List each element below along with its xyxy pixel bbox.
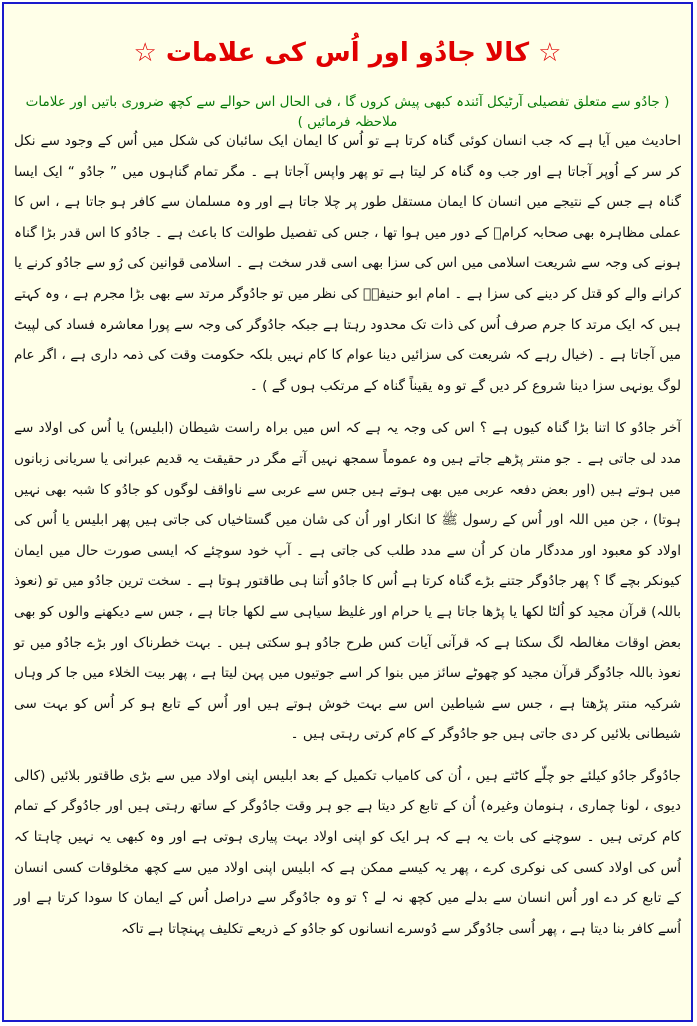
article-body <box>14 126 681 944</box>
article-title: ☆ کالا جادُو اور اُس کی علامات ☆ <box>133 38 562 68</box>
article-subtitle: ( جادُو سے متعلق تفصیلی آرٹیکل آئندہ کبھی پیش کروں گا ، فی الحال اس حوالے سے کچھ ضروری باتیں اور علامات ملاحظہ فرمائیں ) <box>25 94 670 130</box>
article-page <box>2 2 693 1022</box>
paragraph: جادُوگر جادُو کیلئے جو چلّے کاٹتے ہیں ، اُن کی کامیاب تکمیل کے بعد ابلیس اپنی اولاد میں سے بڑی طاقتور بلائیں (کالی دیوی ، لونا چماری ، ہنومان وغیرہ) اُن کے تابع کر دیتا ہے جو ہر وقت جادُوگر کے ساتھ رہتی ہیں اور جادُوگر کے تمام کام کرتی ہیں ۔ سوچنے کی بات یہ ہے کہ ہر ایک کو اپنی اولاد بہت پیاری ہوتی ہے اور وہ کبھی یہ نہیں چاہتا کہ اُس کی اولاد کسی کی نوکری کرے ، پھر یہ کیسے ممکن ہے کہ ابلیس اپنی اولاد میں سے کچھ مخلوقات کسی انسان کے تابع کر دے اور اُس انسان سے بدلے میں کچھ نہ لے ؟ تو وہ جادُوگر سے دراصل اُس کے ایمان کا سودا کرتا ہے اور اُسے کافر بنا دیتا ہے ، پھر اُسی جادُوگر سے دُوسرے انسانوں کو جادُو کے ذریعے تکلیف پہنچاتا ہے تاکہ <box>14 767 681 937</box>
paragraph: احادیث میں آیا ہے کہ جب انسان کوئی گناہ کرتا ہے تو اُس کا ایمان ایک سائبان کی شکل میں اُس کے وجود سے نکل کر سر کے اُوپر آجاتا ہے اور جب وہ گناہ کر لیتا ہے تو پھر واپس آجاتا ہے ۔ مگر تمام گناہوں میں ” جادُو “ ایک ایسا گناہ ہے جس کے نتیجے میں انسان کا ایمان مستقل طور پر چلا جاتا ہے اور وہ مسلمان سے کافر ہو جاتا ہے ، اس کا عملی مظاہرہ بھی صحابہ کرامؓ کے دور میں ہوا تھا ، جس کی تفصیل طوالت کا باعث ہے ۔ جادُو کا اس قدر بڑا گناہ ہونے کی وجہ سے شریعت اسلامی میں اس کی سزا بھی اسی قدر سخت ہے ۔ اسلامی قوانین کی رُو سے جادُو کرنے یا کرانے والے کو قتل کر دینے کی سزا ہے ۔ امام ابو حنیفہؒ کی نظر میں تو جادُوگر مرتد سے بھی بڑا مجرم ہے ، وہ کہتے ہیں کہ ایک مرتد کا جرم صرف اُس کی ذات تک محدود رہتا ہے جبکہ جادُوگر کی وجہ سے پورا معاشرہ فساد کی لپیٹ میں آجاتا ہے ۔ (خیال رہے کہ شریعت کی سزائیں دینا عوام کا کام نہیں بلکہ حکومت وقت کی ذمہ داری ہے ، اگر عام لوگ یونہی سزا دینا شروع کر دیں گے تو وہ یقیناً گناہ کے مرتکب ہوں گے ) ۔ <box>14 133 681 394</box>
paragraph: آخر جادُو کا اتنا بڑا گناہ کیوں ہے ؟ اس کی وجہ یہ ہے کہ اس میں براہ راست شیطان (ابلیس) یا اُس کی اولاد سے مدد لی جاتی ہے ۔ جو منتر پڑھے جاتے ہیں وہ عموماً سمجھ نہیں آتے مگر در حقیقت یہ قدیم عبرانی یا سریانی زبانوں میں ہوتے ہیں (اور بعض دفعہ عربی میں بھی ہوتے ہیں جس سے عربی سے ناواقف لوگوں کو جادُو کا شبہ بھی نہیں ہوتا) ، جن میں اللہ اور اُس کے رسول ﷺ کا انکار اور اُن کی شان میں گستاخیاں کی جاتی ہیں پھر ابلیس یا اُس کی اولاد کو معبود اور مددگار مان کر اُن سے مدد طلب کی جاتی ہے ۔ آپ خود سوچئے کہ ایسی صورت حال میں ایمان کیونکر بچے گا ؟ پھر جادُوگر جتنے بڑے گناہ کرتا ہے اُس کا جادُو اُتنا ہی طاقتور ہوتا ہے ۔ سخت ترین جادُو میں تو (نعوذ باللہ) قرآن مجید کو اُلٹا لکھا یا پڑھا جاتا ہے یا حرام اور غلیظ سیاہی سے لکھا جاتا ہے ، جس سے دیکھنے والوں کو بھی بعض اوقات مغالطہ لگ سکتا ہے کہ قرآنی آیات کس طرح جادُو ہو سکتی ہیں ۔ بہت خطرناک اور بڑے جادُو میں تو نعوذ باللہ جادُوگر قرآن مجید کو چھوٹے سائز میں بنوا کر اسے جوتیوں میں پہن لیتا ہے ، پھر بیت الخلاء میں جا کر وہاں شرکیہ منتر پڑھتا ہے ، جس سے شیاطین اس سے بہت خوش ہوتے ہیں اور اُس کے تابع ہو کر اُس کو بہت سی شیطانی بلائیں کر دی جاتی ہیں جو جادُوگر کے کام کرتی رہتی ہیں ۔ <box>14 420 681 743</box>
